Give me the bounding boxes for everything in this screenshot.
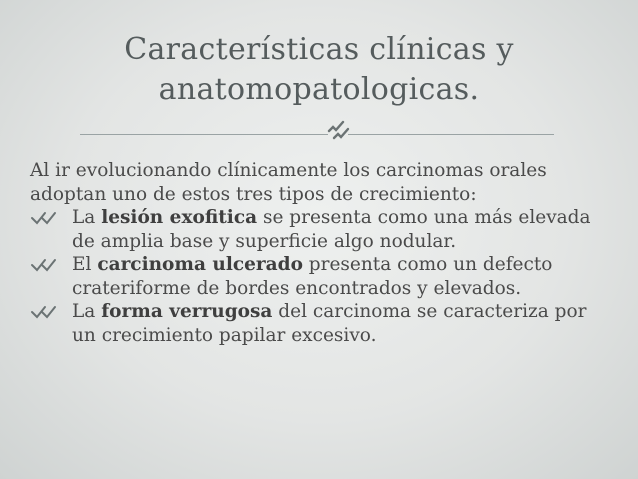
divider-rule-left xyxy=(80,134,328,135)
bullet-term: carcinoma ulcerado xyxy=(97,254,303,275)
ornament-icon xyxy=(326,118,350,142)
bullet-post: presenta como un defecto crateriforme de bordes encontrados y elevados. xyxy=(72,254,553,299)
divider-rule-right xyxy=(348,134,554,135)
double-check-icon xyxy=(30,303,64,321)
bullet-item xyxy=(30,300,610,347)
bullet-term: lesión exofitica xyxy=(101,207,258,228)
slide-title xyxy=(0,30,638,110)
double-check-icon xyxy=(30,209,64,227)
slide-title-line-1: Características clínicas y xyxy=(124,32,514,67)
double-check-icon xyxy=(30,256,64,274)
bullet-post: se presenta como una más elevada de amplia base y superficie algo nodular. xyxy=(72,207,591,252)
bullet-pre: El xyxy=(72,254,98,275)
bullet-item xyxy=(30,206,610,253)
bullet-term: forma verrugosa xyxy=(101,301,273,322)
intro-paragraph: Al ir evolucionando clínicamente los carcinomas orales adoptan uno de estos tres tipos de crecimiento: xyxy=(30,160,547,205)
slide-title-line-2: anatomopatologicas. xyxy=(158,72,480,107)
bullet-pre: La xyxy=(72,207,102,228)
slide-body xyxy=(30,159,610,347)
bullet-item xyxy=(30,253,610,300)
bullet-post: del carcinoma se caracteriza por un crecimiento papilar excesivo. xyxy=(72,301,587,346)
bullet-pre: La xyxy=(72,301,102,322)
